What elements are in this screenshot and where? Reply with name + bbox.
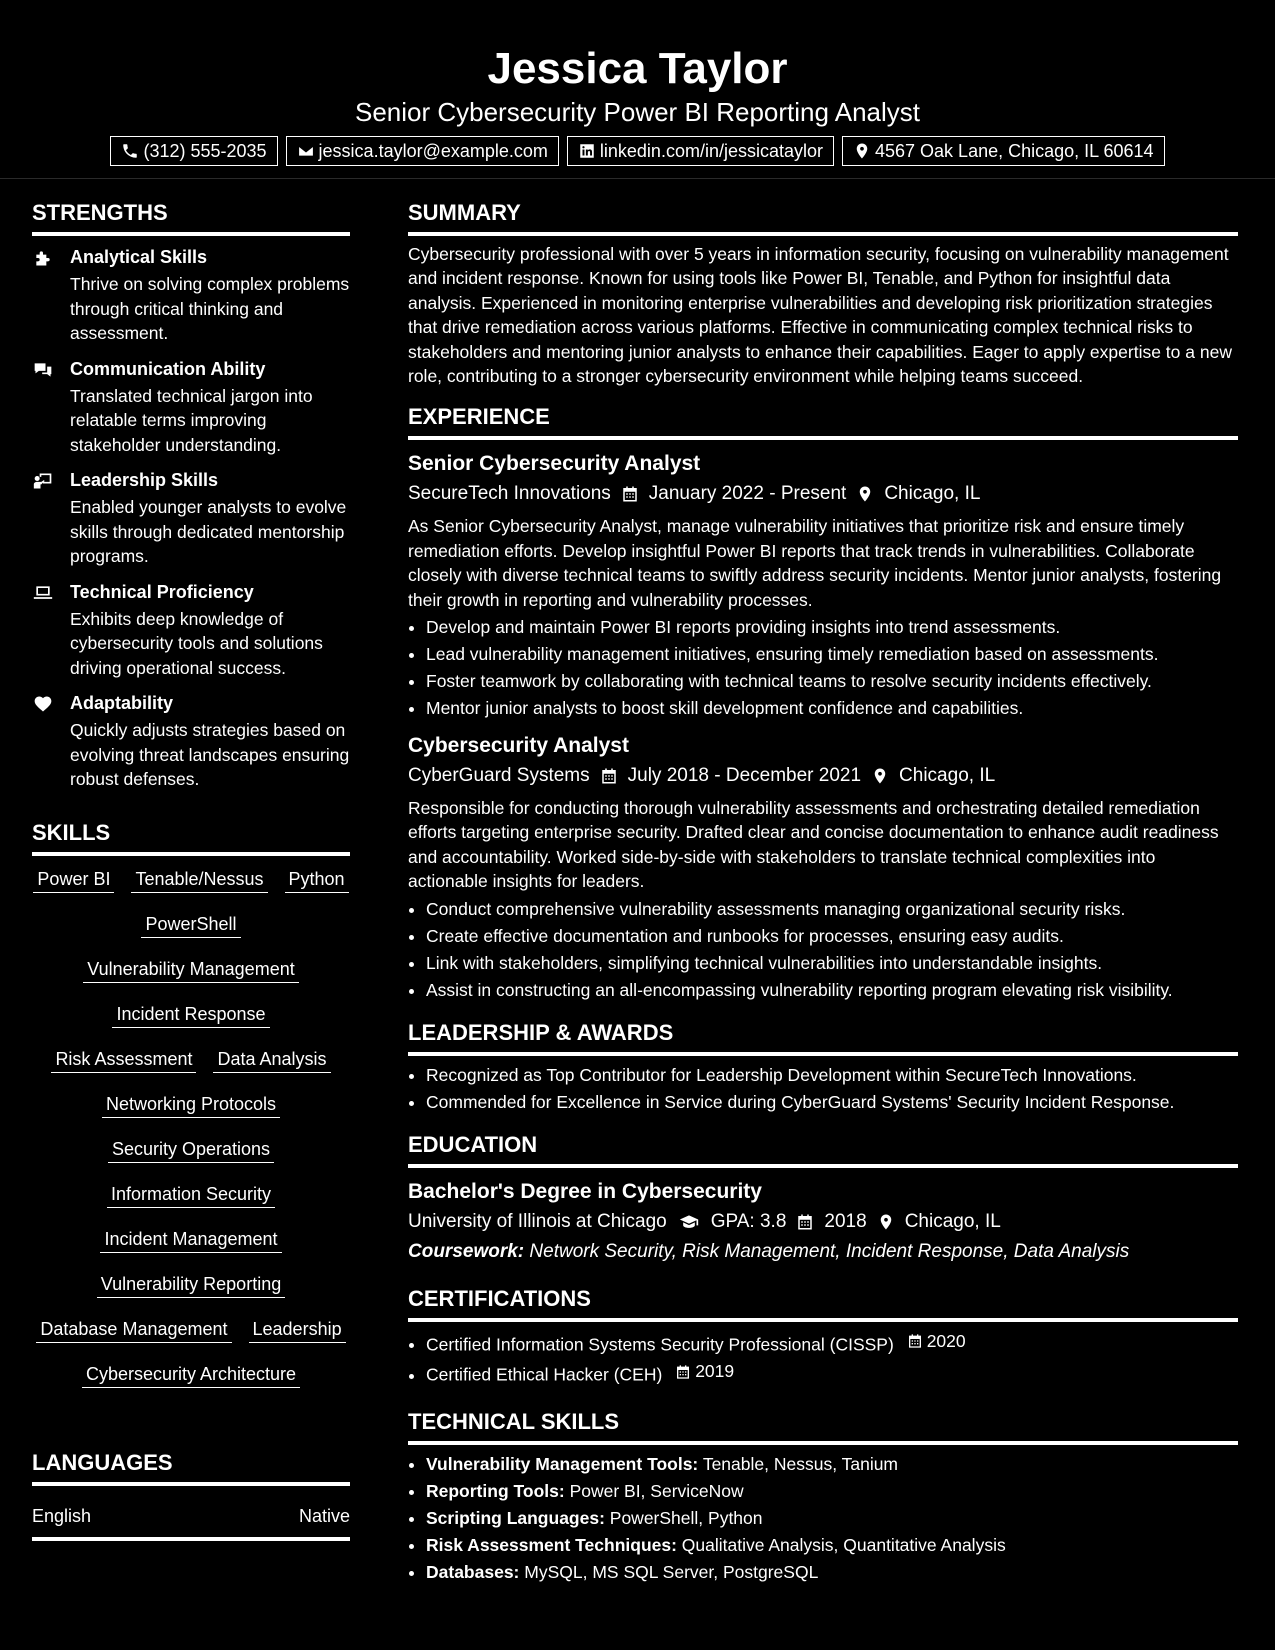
school-location: Chicago, IL [904,1210,1001,1232]
technical-skills-heading: TECHNICAL SKILLS [408,1407,1238,1445]
tech-skill-value: PowerShell, Python [609,1507,763,1528]
skill-chip: Vulnerability Reporting [97,1271,285,1298]
skill-chip: Cybersecurity Architecture [82,1361,300,1388]
tech-skill-item [426,1505,1238,1532]
school-name: University of Illinois at Chicago [408,1210,667,1232]
skill-chip: Tenable/Nessus [131,866,267,893]
language-level-bar [32,1537,350,1541]
job-dates: January 2022 - Present [648,483,847,505]
tech-skill-item [426,1451,1238,1478]
map-pin-icon [856,484,874,504]
candidate-title: Senior Cybersecurity Power BI Reporting Analyst [354,97,921,127]
contact-address [842,136,1165,166]
left-column [32,198,350,1526]
degree-title: Bachelor's Degree in Cybersecurity [408,1179,762,1203]
gpa: GPA: 3.8 [710,1210,787,1232]
contact-bar [0,136,1275,166]
graduation-year: 2018 [824,1210,867,1232]
skills-section [32,818,350,1406]
envelope-icon [297,142,315,160]
skill-chip: PowerShell [141,911,240,938]
strength-item [32,358,350,458]
job-bullet: • Mentor junior analysts to boost skill development confidence and capabilities. [426,695,1238,722]
resume-header [0,0,1275,179]
certification-item [426,1328,1238,1359]
language-row [32,1504,350,1528]
job-meta [408,480,1238,508]
tech-skill-value: MySQL, MS SQL Server, PostgreSQL [524,1561,819,1582]
calendar-icon [796,1212,814,1232]
coursework-text: Network Security, Risk Management, Incident Response, Data Analysis [529,1240,1130,1262]
job-entry [408,732,1238,1004]
email-text: jessica.taylor@example.com [318,141,548,161]
job-company: SecureTech Innovations [408,483,611,505]
summary-text: Cybersecurity professional with over 5 years in information security, focusing on vulnerability management and incident response. Known for using tools like Power BI, Tenable, and Python for insightful data analysis. Experienced in monitoring enterprise vulnerabilities and developing risk prioritization strategies that drive remediation across various platforms. Effective in communicating complex technical risks to stakeholders and mentoring junior analysts to enhance their capabilities. Eager to apply expertise to a new role, contributing to a stronger cybersecurity environment while helping teams succeed. [408,244,1232,387]
certifications-heading: CERTIFICATIONS [408,1284,1238,1322]
calendar-icon [621,484,639,504]
job-description: As Senior Cybersecurity Analyst, manage vulnerability initiatives that prioritize risk and ensure timely remediation efforts. Develop insightful Power BI reports that track trends in vulnerabilities. Collaborate closely with diverse technical teams to swiftly address security incidents. Mentor junior analysts, fostering their growth in reporting and vulnerability processes. [408,516,1222,610]
job-dates: July 2018 - December 2021 [627,765,862,787]
job-bullet: • Create effective documentation and runbooks for processes, ensuring easy audits. [426,923,1238,950]
strengths-list [32,246,350,792]
graduation-cap-icon [677,1212,701,1232]
strengths-heading: STRENGTHS [32,198,350,236]
job-location: Chicago, IL [884,483,981,505]
contact-linkedin[interactable] [567,136,834,166]
language-level: Native [298,1506,350,1526]
candidate-name: Jessica Taylor [487,44,788,93]
language-name: English [32,1506,92,1526]
tech-skill-item [426,1478,1238,1505]
certification-item [426,1358,1238,1389]
address-text: 4567 Oak Lane, Chicago, IL 60614 [875,141,1154,161]
job-location: Chicago, IL [899,765,996,787]
skills-heading: SKILLS [32,818,350,856]
strength-item [32,581,350,681]
job-title: Senior Cybersecurity Analyst [408,452,701,476]
job-title: Cybersecurity Analyst [408,734,629,758]
strength-item [32,246,350,346]
skill-chip: Data Analysis [213,1046,330,1073]
right-column [408,198,1238,1586]
job-meta [408,762,1238,790]
phone-text: (312) 555-2035 [143,141,267,161]
cert-year: 2020 [926,1330,966,1351]
strength-desc: Thrive on solving complex problems through critical thinking and assessment. [70,274,350,343]
calendar-icon [675,1363,691,1381]
job-bullets [408,614,1238,722]
strength-desc: Quickly adjusts strategies based on evolving threat landscapes ensuring robust defenses. [70,720,350,789]
tech-skill-value: Tenable, Nessus, Tanium [702,1453,899,1474]
strength-desc: Enabled younger analysts to evolve skills through dedicated mentorship programs. [70,497,347,566]
linkedin-icon [578,142,596,160]
skill-chip: Power BI [33,866,114,893]
coursework-label: Coursework: [408,1240,525,1262]
phone-icon [121,142,139,160]
job-bullet: • Foster teamwork by collaborating with technical teams to resolve security incidents effectively. [426,668,1238,695]
job-bullet: • Lead vulnerability management initiatives, ensuring timely remediation based on assessments. [426,641,1238,668]
languages-heading: LANGUAGES [32,1448,350,1486]
map-pin-icon [871,766,889,786]
strength-title: Technical Proficiency [70,581,254,602]
strength-title: Leadership Skills [70,470,219,490]
skill-chip: Security Operations [108,1136,274,1163]
tech-skill-label: Scripting Languages: [426,1507,605,1528]
cert-year: 2019 [695,1361,735,1382]
awards-list [408,1062,1238,1116]
puzzle-icon [32,248,54,268]
coursework [408,1238,1238,1266]
job-bullet: • Link with stakeholders, simplifying technical vulnerabilities into understandable insights. [426,950,1238,977]
skills-chips [32,866,350,1406]
strength-desc: Translated technical jargon into relatable terms improving stakeholder understanding. [70,385,313,455]
tech-skill-value: Power BI, ServiceNow [569,1480,744,1501]
contact-email[interactable] [286,136,559,166]
strength-item [32,692,350,792]
award-item: • Commended for Excellence in Service during CyberGuard Systems' Security Incident Response. [426,1089,1238,1116]
job-company: CyberGuard Systems [408,765,590,787]
tech-skill-label: Vulnerability Management Tools: [426,1453,699,1474]
award-item: • Recognized as Top Contributor for Leadership Development within SecureTech Innovations. [426,1062,1238,1089]
skill-chip: Python [285,866,349,893]
strength-title: Adaptability [70,693,174,713]
tech-skill-item [426,1559,1238,1586]
map-pin-icon [853,142,871,160]
job-bullets [408,896,1238,1004]
education-heading: EDUCATION [408,1130,1238,1168]
job-entry [408,450,1238,722]
job-description: Responsible for conducting thorough vulnerability assessments and orchestrating detailed remediation efforts targeting enterprise security. Drafted clear and concise documentation to enhance audit readiness and accountability. Worked side-by-side with stakeholders to translate technical complexities into actionable insights for leaders. [408,798,1219,892]
tech-skill-label: Databases: [426,1561,520,1582]
job-bullet: • Conduct comprehensive vulnerability assessments managing organizational security risks. [426,896,1238,923]
skill-chip: Incident Response [112,1001,269,1028]
education-meta [408,1208,1238,1236]
skill-chip: Information Security [107,1181,275,1208]
strength-item [32,469,350,569]
awards-heading: LEADERSHIP & AWARDS [408,1018,1238,1056]
skill-chip: Risk Assessment [51,1046,196,1073]
certifications-list [408,1328,1238,1389]
strength-title: Analytical Skills [70,247,208,267]
tech-skill-value: Qualitative Analysis, Quantitative Analysis [681,1534,1006,1555]
strength-title: Communication Ability [70,358,266,379]
skill-chip: Vulnerability Management [83,956,298,983]
cert-name: Certified Ethical Hacker (CEH) [426,1364,663,1385]
skill-chip: Incident Management [100,1226,281,1253]
strength-desc: Exhibits deep knowledge of cybersecurity tools and solutions driving operational success. [70,608,323,678]
experience-heading: EXPERIENCE [408,402,1238,440]
skill-chip: Leadership [249,1316,346,1343]
skill-chip: Networking Protocols [102,1091,280,1118]
teacher-icon [32,471,54,491]
tech-skill-label: Risk Assessment Techniques: [426,1534,677,1555]
tech-skill-item [426,1532,1238,1559]
contact-phone[interactable] [110,136,277,166]
map-pin-icon [877,1212,895,1232]
summary-heading: SUMMARY [408,198,1238,236]
languages-section [32,1448,350,1541]
tech-skill-label: Reporting Tools: [426,1480,565,1501]
skill-chip: Database Management [36,1316,231,1343]
job-bullet: • Assist in constructing an all-encompassing vulnerability reporting program elevating risk visibility. [426,977,1238,1004]
technical-skills-list [408,1451,1238,1586]
calendar-icon [907,1332,923,1350]
laptop-icon [32,583,54,603]
calendar-icon [600,766,618,786]
cert-name: Certified Information Systems Security Professional (CISSP) [426,1334,894,1355]
linkedin-text: linkedin.com/in/jessicataylor [599,141,823,161]
heart-icon [32,694,54,714]
job-bullet: • Develop and maintain Power BI reports providing insights into trend assessments. [426,614,1238,641]
chat-icon [32,360,54,380]
